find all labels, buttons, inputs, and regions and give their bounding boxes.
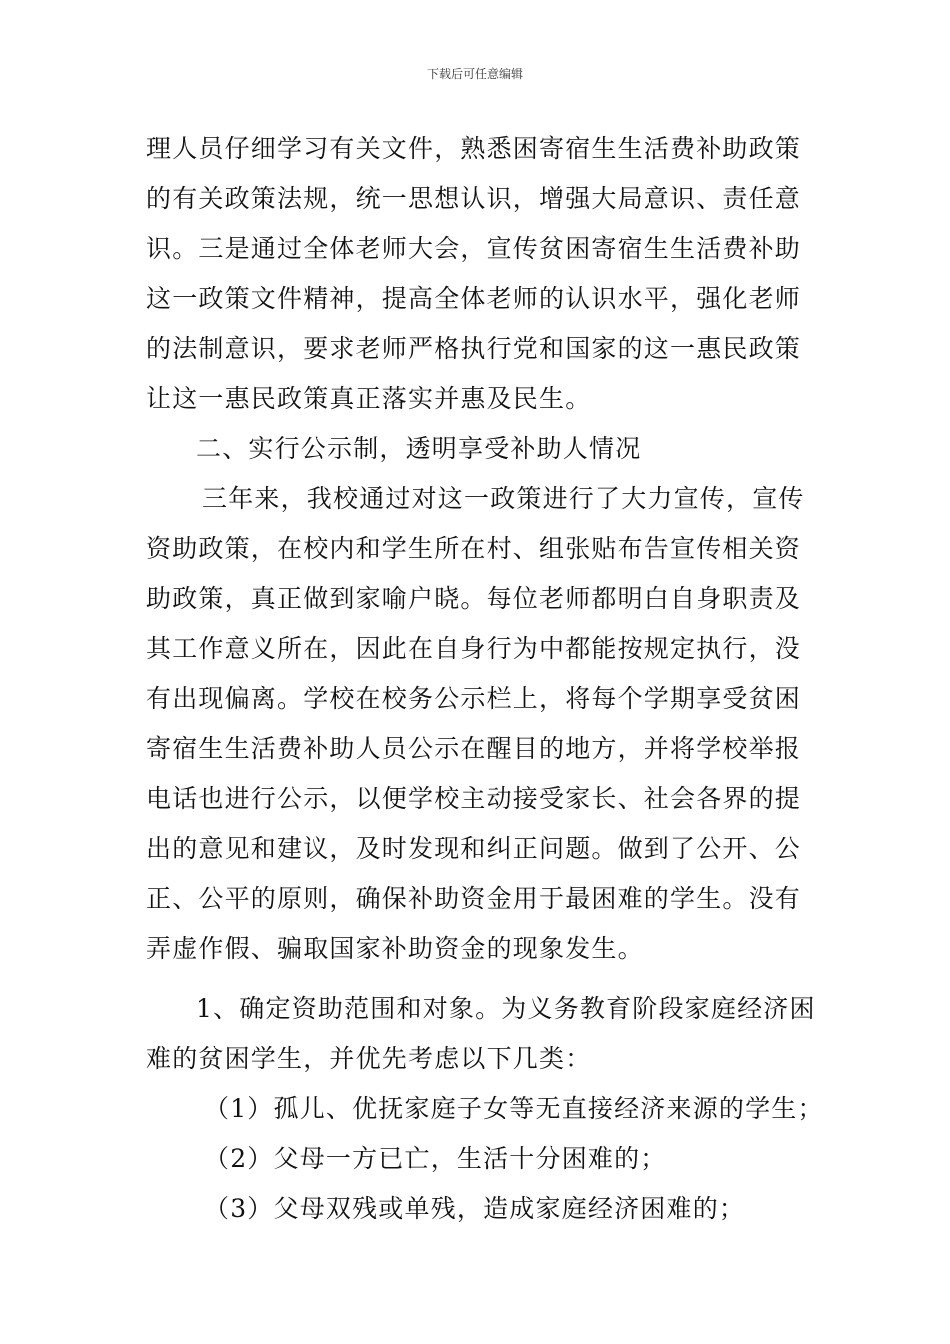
list-item: （3）父母双残或单残，造成家庭经济困难的； bbox=[204, 1194, 746, 1223]
text-line: 资助政策，在校内和学生所在村、组张贴布告宣传相关资 bbox=[146, 534, 802, 563]
text-line: 正、公平的原则，确保补助资金用于最困难的学生。没有 bbox=[146, 884, 802, 913]
text-line: 识。三是通过全体老师大会，宣传贫困寄宿生生活费补助 bbox=[146, 234, 802, 263]
text-line: 三年来，我校通过对这一政策进行了大力宣传，宣传 bbox=[202, 484, 805, 513]
text-line: 有出现偏离。学校在校务公示栏上，将每个学期享受贫困 bbox=[146, 684, 802, 713]
list-item: （1）孤儿、优抚家庭子女等无直接经济来源的学生； bbox=[204, 1094, 824, 1123]
text-line: 的法制意识，要求老师严格执行党和国家的这一惠民政策 bbox=[146, 334, 802, 363]
list-item: （2）父母一方已亡，生活十分困难的； bbox=[204, 1144, 667, 1173]
document-body bbox=[146, 124, 826, 1234]
text-line: 出的意见和建议，及时发现和纠正问题。做到了公开、公 bbox=[146, 834, 802, 863]
page-header: 下载后可任意编辑 bbox=[426, 67, 523, 81]
text-line: 电话也进行公示，以便学校主动接受家长、社会各界的提 bbox=[146, 784, 802, 813]
paragraph-gap bbox=[146, 974, 826, 984]
text-line: 这一政策文件精神，提高全体老师的认识水平，强化老师 bbox=[146, 284, 802, 313]
text-line: 弄虚作假、骗取国家补助资金的现象发生。 bbox=[146, 934, 644, 963]
text-line: 难的贫困学生，并优先考虑以下几类： bbox=[146, 1044, 592, 1073]
text-line: 助政策，真正做到家喻户晓。每位老师都明白自身职责及 bbox=[146, 584, 802, 613]
text-line: 让这一惠民政策真正落实并惠及民生。 bbox=[146, 384, 592, 413]
section-heading: 二、实行公示制，透明享受补助人情况 bbox=[196, 434, 642, 463]
text-line: 其工作意义所在，因此在自身行为中都能按规定执行，没 bbox=[146, 634, 802, 663]
text-line: 1、确定资助范围和对象。为义务教育阶段家庭经济困 bbox=[196, 994, 816, 1023]
text-line: 理人员仔细学习有关文件，熟悉困寄宿生生活费补助政策 bbox=[146, 134, 802, 163]
text-line: 寄宿生生活费补助人员公示在醒目的地方，并将学校举报 bbox=[146, 734, 802, 763]
text-line: 的有关政策法规，统一思想认识，增强大局意识、责任意 bbox=[146, 184, 802, 213]
